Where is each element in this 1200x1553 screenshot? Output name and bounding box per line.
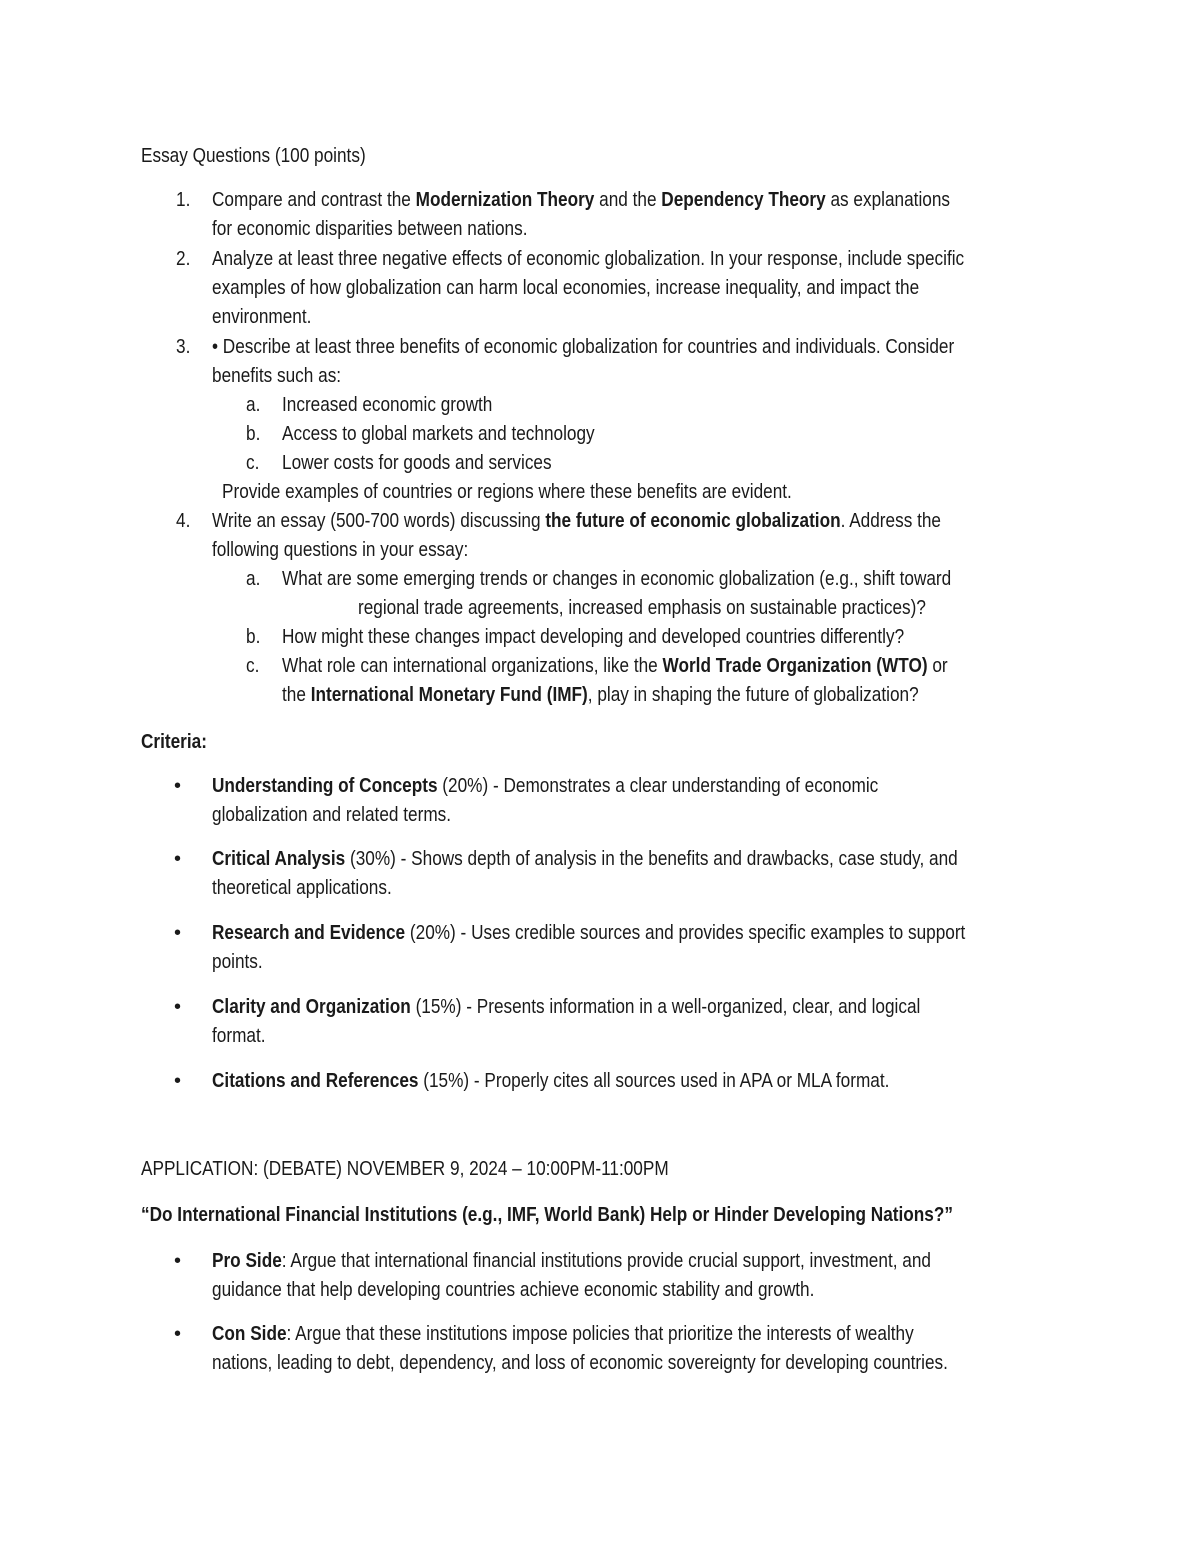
application-heading: APPLICATION: (DEBATE) NOVEMBER 9, 2024 – 10:00PM-11:00PM: [141, 1158, 669, 1180]
q4-item-a-line-1: What are some emerging trends or changes in economic globalization (e.g., shift toward: [282, 568, 952, 590]
criteria-item-1-line-2: globalization and related terms.: [212, 804, 452, 826]
pro-side-bullet: •: [174, 1250, 182, 1272]
q4-line-1: Write an essay (500-700 words) discussing the future of economic globalization. Address the: [212, 510, 941, 532]
criteria-item-4-line-2: format.: [212, 1025, 266, 1047]
debate-question: “Do International Financial Institutions (e.g., IMF, World Bank) Help or Hinder Developing Nations?”: [141, 1204, 953, 1226]
criteria-item-3-line-1: Research and Evidence (20%) - Uses credible sources and provides specific examples to support: [212, 922, 966, 944]
criteria-item-3-line-2: points.: [212, 951, 263, 973]
criteria-bullet-5: •: [174, 1070, 182, 1092]
con-side-bullet: •: [174, 1323, 182, 1345]
q3-line-2: benefits such as:: [212, 365, 342, 387]
q4-item-a-marker: a.: [246, 568, 261, 590]
q4-item-b: How might these changes impact developing and developed countries differently?: [282, 626, 905, 648]
pro-side-line-2: guidance that help developing countries achieve economic stability and growth.: [212, 1279, 815, 1301]
q3-number: 3.: [176, 336, 191, 358]
criteria-item-2-line-1: Critical Analysis (30%) - Shows depth of analysis in the benefits and drawbacks, case study, and: [212, 848, 958, 870]
q3-item-c-marker: c.: [246, 452, 260, 474]
con-side-line-1: Con Side: Argue that these institutions impose policies that prioritize the interests of wealthy: [212, 1323, 914, 1345]
q3-note: Provide examples of countries or regions where these benefits are evident.: [222, 481, 792, 503]
q4-line-2: following questions in your essay:: [212, 539, 469, 561]
q2-line-2: examples of how globalization can harm local economies, increase inequality, and impact the: [212, 277, 920, 299]
criteria-bullet-3: •: [174, 922, 182, 944]
q3-item-c: Lower costs for goods and services: [282, 452, 552, 474]
q4-item-c-line-1: What role can international organizations, like the World Trade Organization (WTO) or: [282, 655, 948, 677]
q4-item-c-marker: c.: [246, 655, 260, 677]
pro-side-line-1: Pro Side: Argue that international financial institutions provide crucial support, investment, and: [212, 1250, 931, 1272]
q1-line-2: for economic disparities between nations.: [212, 218, 528, 240]
criteria-bullet-4: •: [174, 996, 182, 1018]
q3-item-b: Access to global markets and technology: [282, 423, 595, 445]
q3-item-a-marker: a.: [246, 394, 261, 416]
criteria-item-2-line-2: theoretical applications.: [212, 877, 392, 899]
q1-number: 1.: [176, 189, 191, 211]
q2-line-1: Analyze at least three negative effects of economic globalization. In your response, include specific: [212, 248, 965, 270]
criteria-item-1-line-1: Understanding of Concepts (20%) - Demonstrates a clear understanding of economic: [212, 775, 879, 797]
q1-line-1: Compare and contrast the Modernization Theory and the Dependency Theory as explanations: [212, 189, 951, 211]
q4-number: 4.: [176, 510, 191, 532]
q3-item-a: Increased economic growth: [282, 394, 493, 416]
criteria-item-5-line-1: Citations and References (15%) - Properly cites all sources used in APA or MLA format.: [212, 1070, 890, 1092]
essay-questions-heading: Essay Questions (100 points): [141, 145, 366, 167]
q4-item-b-marker: b.: [246, 626, 261, 648]
q4-item-c-line-2: the International Monetary Fund (IMF), play in shaping the future of globalization?: [282, 684, 919, 706]
q3-item-b-marker: b.: [246, 423, 261, 445]
con-side-line-2: nations, leading to debt, dependency, and loss of economic sovereignty for developing countries.: [212, 1352, 948, 1374]
criteria-item-4-line-1: Clarity and Organization (15%) - Presents information in a well-organized, clear, and logical: [212, 996, 921, 1018]
q3-line-1: • Describe at least three benefits of economic globalization for countries and individuals. Consider: [212, 336, 955, 358]
q4-item-a-line-2: regional trade agreements, increased emphasis on sustainable practices)?: [358, 597, 926, 619]
criteria-heading: Criteria:: [141, 731, 207, 753]
q2-line-3: environment.: [212, 306, 312, 328]
q2-number: 2.: [176, 248, 191, 270]
criteria-bullet-2: •: [174, 848, 182, 870]
criteria-bullet-1: •: [174, 775, 182, 797]
